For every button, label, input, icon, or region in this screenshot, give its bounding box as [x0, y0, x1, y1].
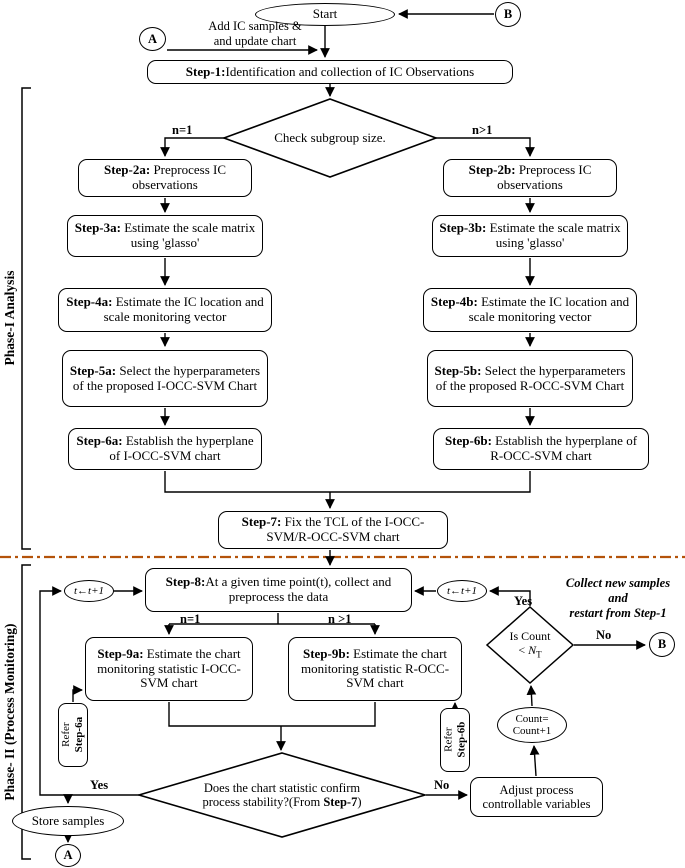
branch2-ngt1-label: n >1: [328, 612, 352, 626]
yes-label-count: Yes: [514, 594, 533, 608]
t-increment-left: t←t+1: [64, 580, 114, 602]
step-9a-box: Step-9a: Estimate the chart monitoring statistic I-OCC-SVM chart: [85, 637, 253, 701]
step-7-box: Step-7: Fix the TCL of the I-OCC-SVM/R-OCC-SVM chart: [218, 511, 448, 549]
step-4a-box: Step-4a: Estimate the IC location and scale monitoring vector: [58, 288, 272, 332]
branch-n1-label: n=1: [172, 123, 193, 137]
branch2-n1-label: n=1: [180, 612, 201, 626]
connector-b-top: B: [495, 2, 521, 27]
t-increment-right: t←t+1: [437, 580, 487, 602]
step-4b-box: Step-4b: Estimate the IC location and scale monitoring vector: [423, 288, 637, 332]
phase2-label: Phase- II (Process Monitoring): [2, 623, 17, 801]
count-update-oval: Count= Count+1: [497, 707, 567, 743]
connector-a-top: A: [139, 27, 166, 51]
phase1-label: Phase-I Analysis: [2, 270, 17, 366]
step-6a-box: Step-6a: Establish the hyperplane of I-OCC-SVM chart: [68, 428, 262, 470]
step-3b-box: Step-3b: Estimate the scale matrix using 'glasso': [432, 215, 628, 257]
branch-ngt1-label: n>1: [472, 123, 493, 137]
step-6b-box: Step-6b: Establish the hyperplane of R-OCC-SVM chart: [433, 428, 649, 470]
step-5a-box: Step-5a: Select the hyperparameters of the proposed I-OCC-SVM Chart: [62, 350, 268, 407]
start-label: Start: [312, 6, 338, 22]
connector-a-bottom: A: [55, 844, 81, 867]
subgroup-decision-label: Check subgroup size.: [274, 129, 386, 145]
stability-decision-label: Does the chart statistic confirm process stability?(From Step-7): [202, 780, 362, 809]
step-9b-box: Step-9b: Estimate the chart monitoring statistic R-OCC-SVM chart: [288, 637, 462, 701]
refer-step-6b-box: Refer Step-6b: [440, 708, 470, 772]
yes-label-stability: Yes: [90, 778, 109, 792]
step-8-box: Step-8:At a given time point(t), collect and preprocess the data: [145, 568, 412, 612]
adjust-process-box: Adjust process controllable variables: [470, 777, 603, 817]
connector-b-bottom: B: [649, 632, 675, 657]
step-5b-box: Step-5b: Select the hyperparameters of the proposed R-OCC-SVM Chart: [427, 350, 633, 407]
add-samples-note: Add IC samples & and update chart: [208, 19, 302, 48]
restart-note: Collect new samples and restart from Step-1: [565, 576, 671, 620]
step-2a-box: Step-2a: Preprocess IC observations: [78, 159, 252, 197]
step-3a-box: Step-3a: Estimate the scale matrix using 'glasso': [67, 215, 263, 257]
store-samples-oval: Store samples: [12, 806, 124, 836]
no-label-stability: No: [434, 778, 450, 792]
step-2b-box: Step-2b: Preprocess IC observations: [443, 159, 617, 197]
step-1-box: Step-1:Identification and collection of IC Observations: [147, 60, 513, 84]
no-label-count: No: [596, 628, 612, 642]
refer-step-6a-box: Refer Step-6a: [58, 703, 88, 767]
count-decision-label: Is Count < $N_T$: [509, 629, 551, 660]
